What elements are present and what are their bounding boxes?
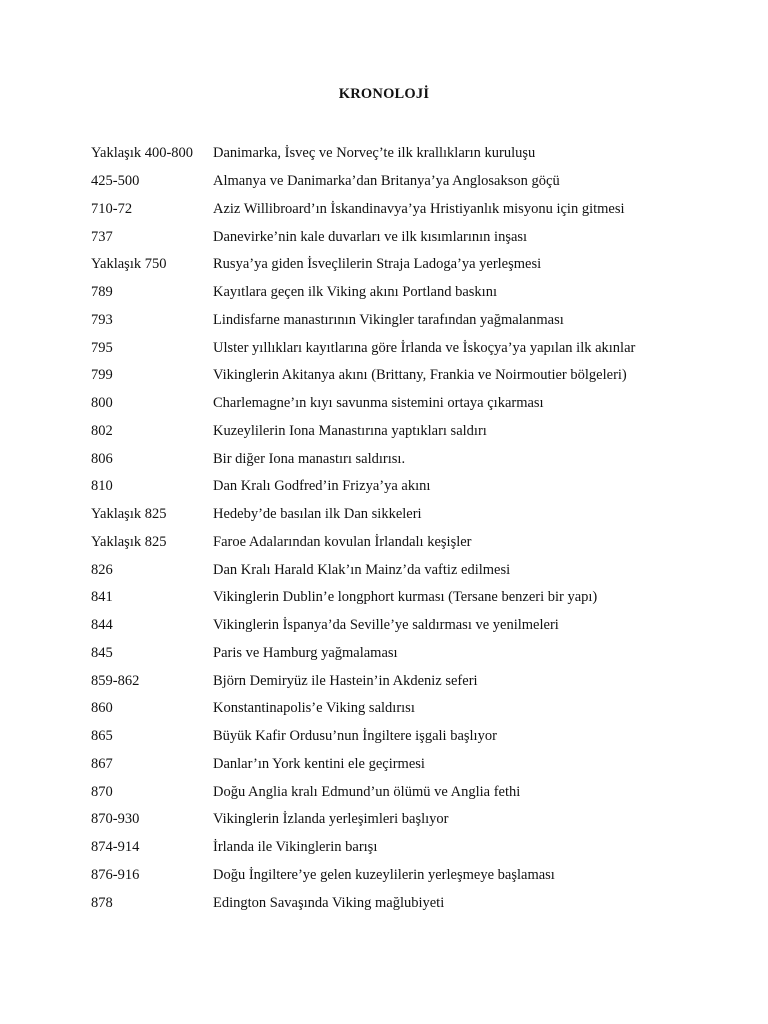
chronology-row — [91, 584, 731, 612]
entry-date: 793 — [91, 311, 113, 328]
chronology-row — [91, 806, 731, 834]
entry-event: Doğu İngiltere’ye gelen kuzeylilerin yerleşmeye başlaması — [213, 866, 555, 883]
chronology-row — [91, 362, 731, 390]
entry-event: Ulster yıllıkları kayıtlarına göre İrlanda ve İskoçya’ya yapılan ilk akınlar — [213, 339, 636, 356]
entry-event: Dan Kralı Harald Klak’ın Mainz’da vaftiz edilmesi — [213, 561, 511, 578]
entry-event: Konstantinapolis’e Viking saldırısı — [213, 700, 415, 717]
entry-date: 710-72 — [91, 200, 133, 217]
entry-event: Danimarka, İsveç ve Norveç’te ilk krallıkların kuruluşu — [213, 145, 536, 162]
chronology-row — [91, 556, 731, 584]
entry-event: Almanya ve Danimarka’dan Britanya’ya Anglosakson göçü — [213, 173, 560, 190]
entry-event: Lindisfarne manastırının Vikingler tarafından yağmalanması — [213, 311, 564, 328]
entry-event: Bir diğer Iona manastırı saldırısı. — [213, 450, 406, 467]
entry-event: Vikinglerin Akitanya akını (Brittany, Frankia ve Noirmoutier bölgeleri) — [213, 367, 627, 384]
entry-event: Charlemagne’ın kıyı savunma sistemini ortaya çıkarması — [213, 395, 544, 412]
entry-event: Aziz Willibroard’ın İskandinavya’ya Hristiyanlık misyonu için gitmesi — [213, 200, 625, 217]
entry-event: İrlanda ile Vikinglerin barışı — [213, 839, 378, 856]
chronology-row — [91, 196, 731, 224]
chronology-row — [91, 501, 731, 529]
chronology-row — [91, 695, 731, 723]
chronology-list — [91, 140, 731, 917]
entry-date: 876-916 — [91, 866, 140, 883]
entry-date: Yaklaşık 400-800 — [91, 145, 194, 162]
entry-event: Doğu Anglia kralı Edmund’un ölümü ve Anglia fethi — [213, 783, 521, 800]
chronology-row — [91, 862, 731, 890]
entry-event: Paris ve Hamburg yağmalaması — [213, 644, 398, 661]
chronology-row — [91, 418, 731, 446]
entry-date: 737 — [91, 228, 113, 245]
chronology-row — [91, 334, 731, 362]
entry-date: 806 — [91, 450, 113, 467]
entry-date: 859-862 — [91, 672, 140, 689]
entry-event: Björn Demiryüz ile Hastein’in Akdeniz seferi — [213, 672, 478, 689]
chronology-row — [91, 751, 731, 779]
chronology-row — [91, 168, 731, 196]
entry-date: 845 — [91, 644, 113, 661]
entry-event: Danlar’ın York kentini ele geçirmesi — [213, 755, 425, 772]
entry-event: Vikinglerin Dublin’e longphort kurması (Tersane benzeri bir yapı) — [213, 589, 598, 606]
page-title: KRONOLOJİ — [338, 86, 430, 102]
chronology-row — [91, 390, 731, 418]
entry-date: 874-914 — [91, 839, 140, 856]
entry-date: 841 — [91, 589, 113, 606]
entry-date: 425-500 — [91, 173, 140, 190]
entry-date: 802 — [91, 422, 113, 439]
entry-date: 870-930 — [91, 811, 140, 828]
entry-event: Kuzeylilerin Iona Manastırına yaptıkları saldırı — [213, 422, 487, 439]
entry-event: Vikinglerin İzlanda yerleşimleri başlıyor — [213, 811, 449, 828]
entry-date: 789 — [91, 284, 113, 301]
chronology-row — [91, 612, 731, 640]
entry-date: 860 — [91, 700, 113, 717]
chronology-row — [91, 445, 731, 473]
chronology-row — [91, 889, 731, 917]
entry-event: Dan Kralı Godfred’in Frizya’ya akını — [213, 478, 431, 495]
chronology-row — [91, 723, 731, 751]
chronology-row — [91, 307, 731, 335]
entry-event: Faroe Adalarından kovulan İrlandalı keşişler — [213, 533, 472, 550]
entry-date: Yaklaşık 825 — [91, 506, 167, 523]
entry-event: Vikinglerin İspanya’da Seville’ye saldırması ve yenilmeleri — [213, 617, 559, 634]
entry-event: Hedeby’de basılan ilk Dan sikkeleri — [213, 506, 422, 523]
chronology-row — [91, 640, 731, 668]
chronology-row — [91, 223, 731, 251]
entry-date: 844 — [91, 617, 113, 634]
entry-date: 799 — [91, 367, 113, 384]
chronology-row — [91, 778, 731, 806]
entry-date: 865 — [91, 728, 113, 745]
entry-date: Yaklaşık 825 — [91, 533, 167, 550]
entry-date: 867 — [91, 755, 113, 772]
chronology-row — [91, 140, 731, 168]
entry-event: Edington Savaşında Viking mağlubiyeti — [213, 894, 445, 911]
entry-date: 795 — [91, 339, 113, 356]
chronology-row — [91, 473, 731, 501]
chronology-row — [91, 834, 731, 862]
entry-date: 810 — [91, 478, 113, 495]
entry-date: Yaklaşık 750 — [91, 256, 167, 273]
entry-date: 826 — [91, 561, 113, 578]
chronology-row — [91, 529, 731, 557]
chronology-row — [91, 667, 731, 695]
entry-event: Rusya’ya giden İsveçlilerin Straja Ladoga’ya yerleşmesi — [213, 256, 542, 273]
chronology-row — [91, 251, 731, 279]
entry-event: Danevirke’nin kale duvarları ve ilk kısımlarının inşası — [213, 228, 528, 245]
entry-event: Kayıtlara geçen ilk Viking akını Portland baskını — [213, 284, 497, 301]
chronology-row — [91, 279, 731, 307]
entry-date: 800 — [91, 395, 113, 412]
entry-date: 878 — [91, 894, 113, 911]
entry-date: 870 — [91, 783, 113, 800]
entry-event: Büyük Kafir Ordusu’nun İngiltere işgali başlıyor — [213, 728, 497, 745]
